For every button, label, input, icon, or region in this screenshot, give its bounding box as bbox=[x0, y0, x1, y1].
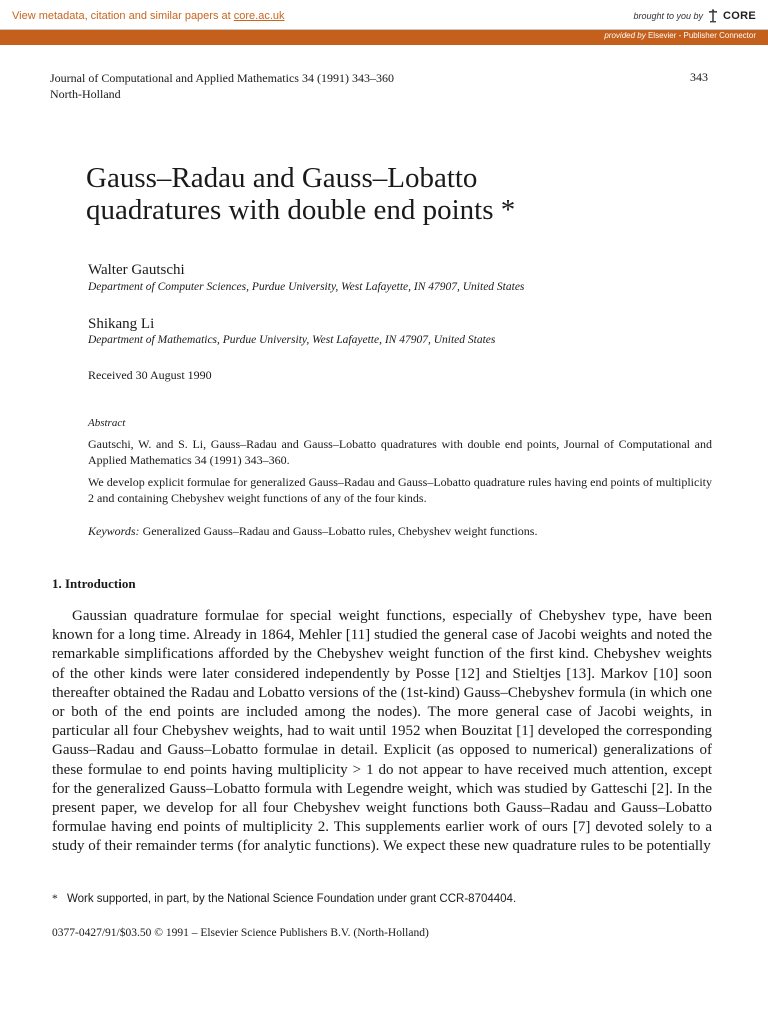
author-affiliation: Department of Mathematics, Purdue University, West Lafayette, IN 47907, United States bbox=[88, 334, 496, 346]
metadata-text: View metadata, citation and similar papers at bbox=[12, 10, 231, 22]
core-ac-uk-link[interactable]: core.ac.uk bbox=[233, 10, 285, 22]
core-logo-icon bbox=[707, 9, 719, 23]
provider-bar bbox=[0, 30, 768, 45]
abstract-text: We develop explicit formulae for generalized Gauss–Radau and Gauss–Lobatto quadrature rules having end points of multiplicity 2 and containing Chebyshev weight functions of any of the four kinds. bbox=[88, 475, 712, 505]
footnote-marker: * bbox=[52, 893, 58, 905]
intro-paragraph: Gaussian quadrature formulae for special weight functions, especially of Chebyshev type, have been known for a long time. Already in 1864, Mehler [11] studied the general case of Jacobi weights and noted the remarkable simplifications afforded by the Chebyshev weight function of the first kind. Chebyshev weights of the other kinds were later considered independently by Posse [12] and Stieltjes [13]. Markov [10] soon thereafter obtained the Radau and Lobatto versions of the (1st-kind) Gauss–Chebyshev formula (in which one or both of the end points are included among the nodes). The more general case of Jacobi weights, in particular all four Chebyshev weights, had to wait until 1952 when Bouzitat [1] developed the corresponding Gauss–Radau and Gauss–Lobatto formulae in detail. Explicit (as opposed to numerical) generalizations of these formulae to end points having multiplicity > 1 do not appear to have received much attention, except for the generalized Gauss–Lobatto formula with Legendre weight, which was studied by Gatteschi [2]. In the present paper, we develop for all four Chebyshev weight functions both Gauss–Radau and Gauss–Lobatto formulae having end points of multiplicity 2. This supplements earlier work of ours [7] devoted solely to a study of their remainder terms (for analytic functions). We expect these new quadrature rules to be potentially bbox=[52, 608, 712, 855]
author-affiliation: Department of Computer Sciences, Purdue University, West Lafayette, IN 47907, United States bbox=[88, 281, 525, 293]
provided-by[interactable] bbox=[604, 31, 756, 40]
journal-line: Journal of Computational and Applied Mathematics 34 (1991) 343–360 bbox=[50, 71, 394, 85]
abstract-heading: Abstract bbox=[88, 417, 126, 429]
brought-to-you-by-label: brought to you by bbox=[633, 11, 704, 21]
keywords-text: Generalized Gauss–Radau and Gauss–Lobatto rules, Chebyshev weight functions. bbox=[142, 524, 538, 538]
provided-by-value: Elsevier - Publisher Connector bbox=[647, 31, 756, 40]
section-heading: 1. Introduction bbox=[52, 576, 136, 591]
core-logo-text: CORE bbox=[723, 10, 756, 22]
core-banner bbox=[0, 0, 768, 30]
metadata-link[interactable] bbox=[12, 10, 285, 22]
publisher-line: North-Holland bbox=[50, 87, 121, 101]
author-name: Walter Gautschi bbox=[88, 262, 185, 278]
paper-title bbox=[86, 162, 515, 226]
footnote-text: Work supported, in part, by the National Science Foundation under grant CCR-8704404. bbox=[66, 893, 517, 905]
footnote bbox=[52, 893, 516, 905]
provided-by-label: provided by bbox=[604, 31, 646, 40]
received-date: Received 30 August 1990 bbox=[88, 368, 212, 382]
keywords bbox=[88, 524, 537, 539]
author-name: Shikang Li bbox=[88, 316, 155, 332]
title-line-1: Gauss–Radau and Gauss–Lobatto bbox=[86, 162, 478, 194]
keywords-label: Keywords: bbox=[88, 524, 140, 538]
copyright-line: 0377-0427/91/$03.50 © 1991 – Elsevier Science Publishers B.V. (North-Holland) bbox=[52, 927, 429, 939]
journal-header bbox=[50, 70, 394, 102]
page-number: 343 bbox=[690, 70, 708, 84]
core-attribution[interactable] bbox=[633, 9, 756, 23]
abstract-citation: Gautschi, W. and S. Li, Gauss–Radau and Gauss–Lobatto quadratures with double end points, Journal of Computational and Applied Mathematics 34 (1991) 343–360. bbox=[88, 437, 712, 467]
title-line-2: quadratures with double end points * bbox=[86, 194, 516, 226]
